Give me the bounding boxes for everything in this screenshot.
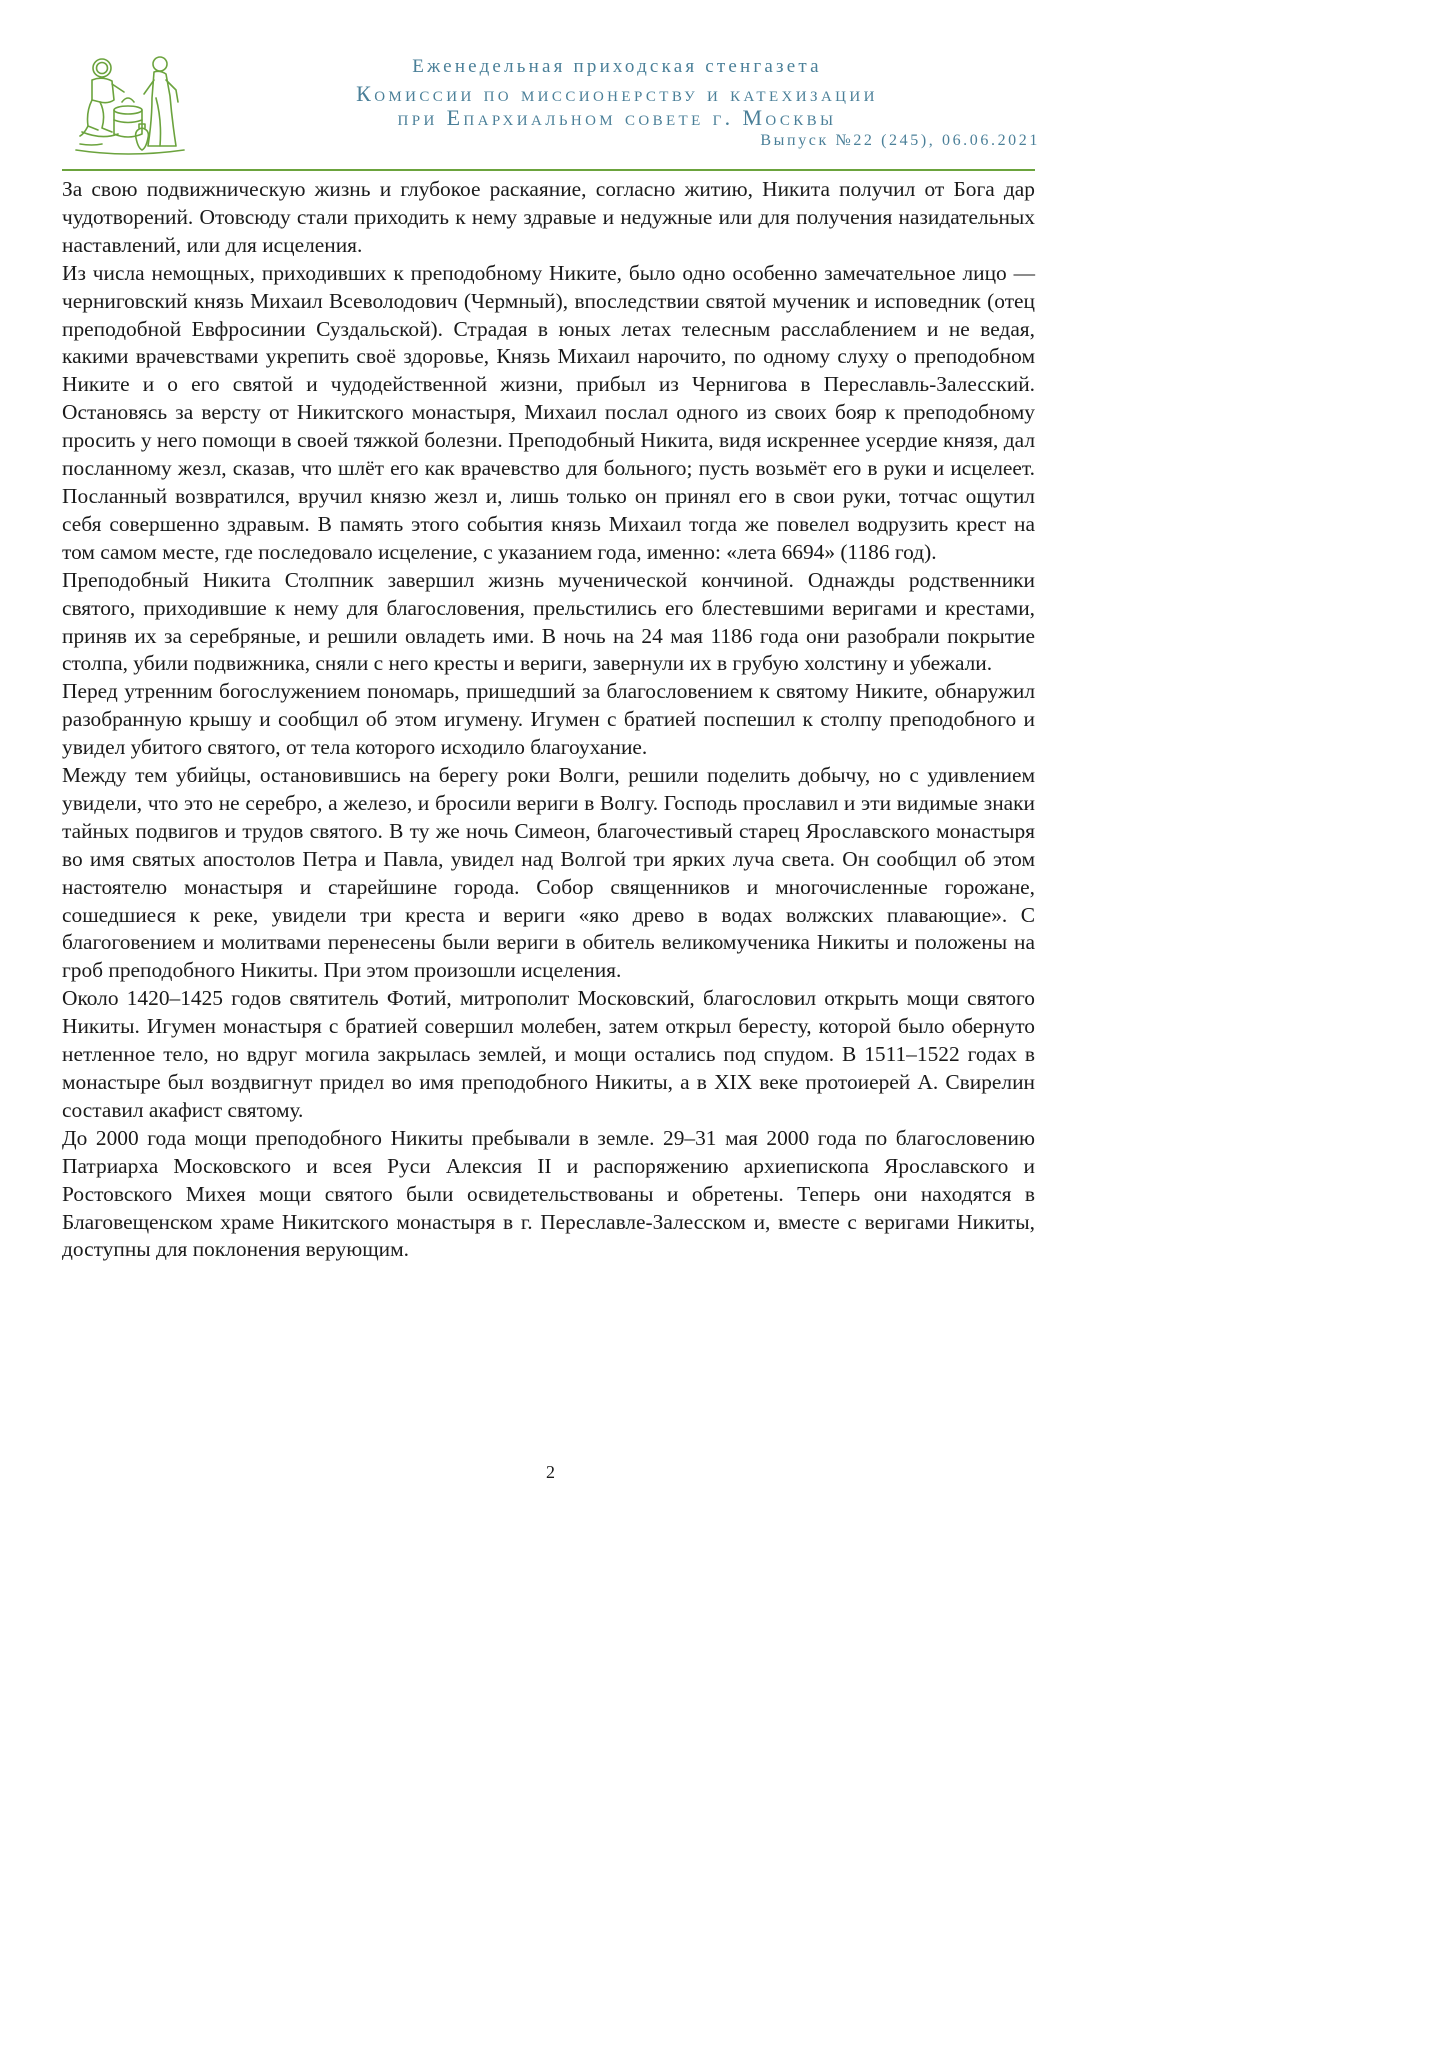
paragraph-miracles: За свою подвижническую жизнь и глубокое раскаяние, согласно житию, Никита получил от Бога дар чудотворений. Отовсюду стали приходить к нему здравые и недужные или для получения назидательных наставлений, или для исцеления. <box>62 177 1035 257</box>
page-header <box>62 40 1042 168</box>
masthead <box>192 54 1042 130</box>
page-number: 2 <box>546 1462 555 1482</box>
paragraph-relics-2000: До 2000 года мощи преподобного Никиты пребывали в земле. 29–31 мая 2000 года по благословению Патриарха Московского и всея Руси Алексия II и распоряжению архиепископа Ярославского и Ростовского Михея мощи святого были освидетельствованы и обретены. Теперь они находятся в Благовещенском храме Никитского монастыря в г. Переславле-Залесском и, вместе с веригами Никиты, доступны для поклонения верующим. <box>62 1125 1035 1262</box>
christ-and-samaritan-woman-at-well-logo <box>72 50 188 160</box>
header-divider <box>62 169 1035 171</box>
issue-number: Выпуск №22 (245), 06.06.2021 <box>760 132 1040 149</box>
article-body <box>62 176 1035 1264</box>
masthead-commission: Комиссии по миссионерству и катехизации <box>356 81 878 106</box>
masthead-title: Еженедельная приходская стенгазета <box>412 56 822 77</box>
paragraph-discovery: Перед утренним богослужением пономарь, пришедший за благословением к святому Никите, обнаружил разобранную крышу и сообщил об этом игумену. Игумен с братией поспешил к столпу преподобного и увидел убитого святого, от тела которого исходило благоухание. <box>62 679 1035 760</box>
paragraph-prince-mikhail: Из числа немощных, приходивших к преподобному Никите, было одно особенно замечательное лицо — черниговский князь Михаил Всеволодович (Чермный), впоследствии святой мученик и исповедник (отец преподобной Евфросинии Суздальской). Страдая в юных летах телесным расслаблением и не ведая, какими врачевствами укрепить своё здоровье, Князь Михаил нарочито, по одному слуху о преподобном Никите и о его святой и чудодейственной жизни, прибыл из Чернигова в Переславль-Залесский. Остановясь за версту от Никитского монастыря, Михаил послал одного из своих бояр к преподобному просить у него помощи в своей тяжкой болезни. Преподобный Никита, видя искреннее усердие князя, дал посланному жезл, сказав, что шлёт его как врачевство для больного; пусть возьмёт его в руки и исцелеет. Посланный возвратился, вручил князю жезл и, лишь только он принял его в свои руки, тотчас ощутил себя совершенно здравым. В память этого события князь Михаил тогда же повелел водрузить крест на том самом месте, где последовало исцеление, с указанием года, именно: «лета 6694» (1186 год). <box>62 260 1035 564</box>
paragraph-martyrdom: Преподобный Никита Столпник завершил жизнь мученической кончиной. Однажды родственники святого, приходившие к нему для благословения, прельстились его блестевшими веригами и крестами, приняв их за серебряные, и решили овладеть ими. В ночь на 24 мая 1186 года они разобрали покрытие столпа, убили подвижника, сняли с него кресты и вериги, завернули их в грубую холстину и убежали. <box>62 567 1035 676</box>
paragraph-chains-in-volga: Между тем убийцы, остановившись на берегу роки Волги, решили поделить добычу, но с удивлением увидели, что это не серебро, а железо, и бросили вериги в Волгу. Господь прославил и эти видимые знаки тайных подвигов и трудов святого. В ту же ночь Симеон, благочестивый старец Ярославского монастыря во имя святых апостолов Петра и Павла, увидел над Волгой три ярких луча света. Он сообщил об этом настоятелю монастыря и старейшине города. Собор священников и многочисленные горожане, сошедшиеся к реке, увидели три креста и вериги «яко древо в водах волжских плавающие». С благоговением и молитвами перенесены были вериги в обитель великомученика Никиты и положены на гроб преподобного Никиты. При этом произошли исцеления. <box>62 763 1035 983</box>
logo-drawing <box>72 50 188 160</box>
paragraph-relics-opening: Около 1420–1425 годов святитель Фотий, митрополит Московский, благословил открыть мощи святого Никиты. Игумен монастыря с братией совершил молебен, затем открыл бересту, которой было обернуто нетленное тело, но вдруг могила закрылась землей, и мощи остались под спудом. В 1511–1522 годах в монастыре был воздвигнут придел во имя преподобного Никиты, а в XIX веке протоиерей А. Свирелин составил акафист святому. <box>62 986 1035 1122</box>
masthead-council: при Епархиальном совете г. Москвы <box>397 105 837 130</box>
